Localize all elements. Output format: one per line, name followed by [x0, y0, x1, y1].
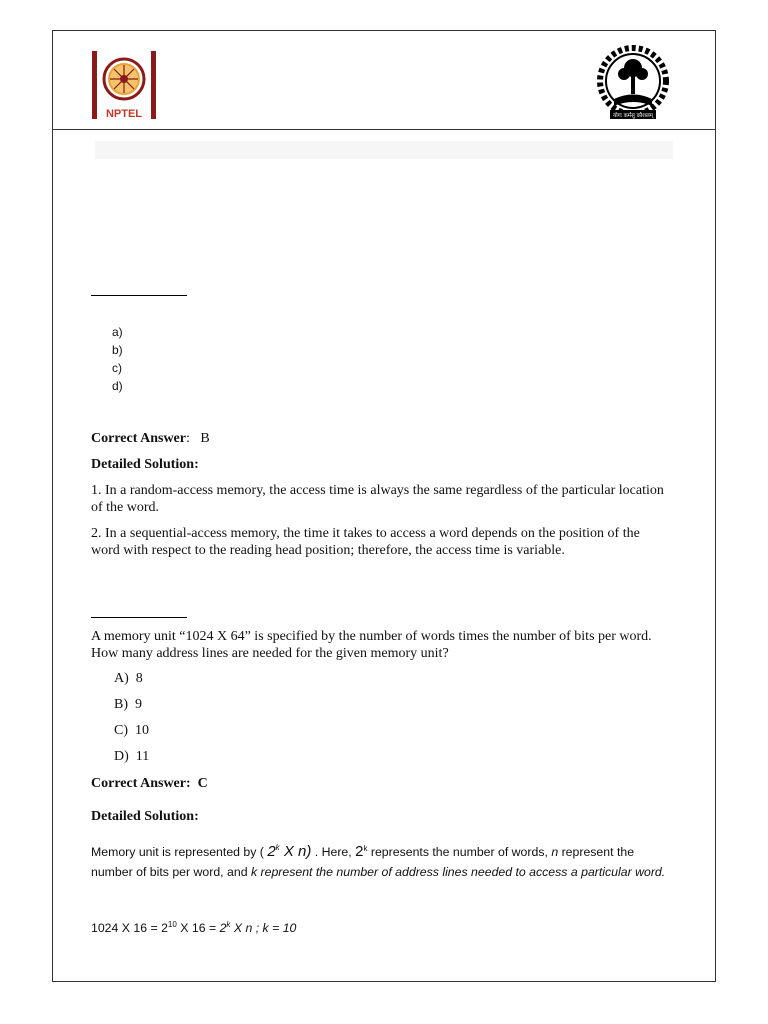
q1-option-a: a): [112, 325, 123, 339]
q1-correct-answer-label: Correct Answer: [91, 431, 186, 446]
q1-solution-point-1: 1. In a random-access memory, the access time is always the same regardless of the particular location of the word.: [91, 483, 664, 515]
q2-option-a-value: 8: [135, 671, 143, 686]
q2-solution-heading: Detailed Solution:: [91, 809, 199, 824]
q1-option-d: d): [112, 379, 123, 393]
sol-formula-1: [267, 843, 311, 860]
q2-option-c-value: 10: [135, 723, 149, 738]
eq-exp-2: k: [226, 919, 231, 929]
sol-exp-2: k: [363, 843, 368, 853]
header-divider: [52, 129, 716, 130]
institute-emblem: [592, 44, 674, 124]
q1-solution-point-2: 2. In a sequential-access memory, the time it takes to access a word depends on the position of the word with respect to the reading head position; therefore, the access time is variable.: [91, 526, 640, 558]
q2-option-c: [114, 723, 149, 739]
q1-options: [112, 323, 123, 395]
sol-formula-exp: k: [275, 843, 280, 852]
q2-option-b-value: 9: [135, 697, 142, 712]
sol-base-2: 2: [355, 843, 364, 860]
eq-exp-1: 10: [167, 919, 177, 929]
sol-text-1: Memory unit is represented by (: [91, 845, 268, 859]
q2-option-d-value: 11: [135, 749, 150, 764]
q1-option-c: c): [112, 361, 122, 375]
q1-option-b: b): [112, 343, 123, 357]
q2-solution-equation: [91, 918, 296, 938]
eq-text-3: X n ; k = 10: [230, 921, 297, 935]
q2-option-d-letter: D): [114, 749, 129, 764]
sol-formula-base: 2: [267, 843, 276, 860]
q1-solution-heading: Detailed Solution:: [91, 457, 199, 472]
question-2-underline: [91, 617, 187, 618]
q2-option-b: [114, 697, 142, 713]
q2-option-b-letter: B): [114, 697, 128, 712]
sol-text-4: represent the number of bits per word, and: [91, 845, 635, 879]
sol-text-5: k represent the number of address lines needed to access a particular word.: [250, 865, 666, 879]
nptel-logo: [89, 49, 159, 121]
nptel-logo-text: NPTEL: [105, 108, 143, 120]
q2-correct-answer-value: C: [197, 776, 208, 791]
eq-text-2: X 16 =: [176, 921, 220, 935]
q2-correct-answer-label: Correct Answer:: [91, 776, 191, 791]
q2-question: A memory unit “1024 X 64” is specified by the number of words times the number of bits per word. How many address lines are needed for the given memory unit?: [91, 629, 652, 661]
sol-text-3: represents the number of words,: [367, 845, 552, 859]
sol-text-2: . Here,: [311, 845, 356, 859]
emblem-caption: योगः कर्मसु कौशलम्: [613, 113, 653, 119]
question-number-underline: [91, 295, 187, 296]
eq-text-1: 1024 X 16 = 2: [91, 921, 168, 935]
q2-option-c-letter: C): [114, 723, 128, 738]
q2-correct-answer: [91, 775, 208, 792]
sol-formula-rest: X n): [279, 843, 312, 860]
blank-band: [95, 141, 673, 159]
eq-base-2: 2: [219, 921, 227, 935]
q2-option-d: [114, 749, 149, 765]
q2-option-a: [114, 671, 143, 687]
q1-correct-answer: Correct Answer: B: [91, 431, 210, 446]
q1-correct-answer-value: B: [200, 431, 210, 446]
q2-solution-paragraph: [91, 842, 671, 882]
q2-option-a-letter: A): [114, 671, 129, 686]
sol-var-n: n: [551, 845, 559, 859]
